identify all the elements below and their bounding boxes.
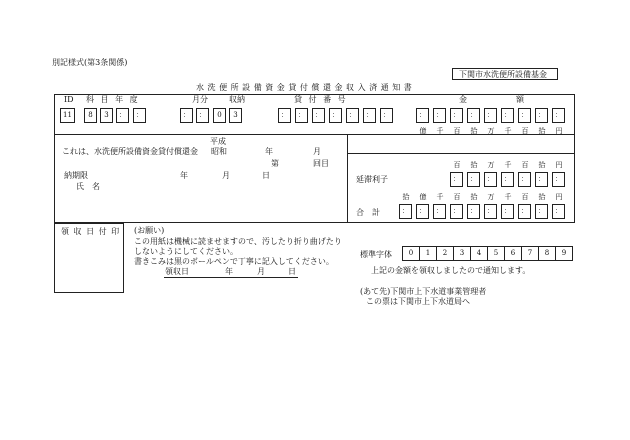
amount-label-gaku: 額: [516, 95, 524, 104]
receipt-date-underline: [164, 277, 298, 278]
notes-heading: (お願い): [134, 226, 165, 235]
receipt-stamp-box: [54, 223, 124, 293]
total-unit: 拾: [470, 193, 478, 201]
form-title: 水 洗 便 所 設 備 資 金 貸 付 償 還 金 収 入 済 通 知 書: [196, 83, 413, 92]
receipt-date-label: 領収日: [165, 267, 189, 276]
total-cell[interactable]: ：: [501, 204, 514, 219]
loan-number-cell[interactable]: ：: [329, 108, 342, 123]
amount-cell[interactable]: ：: [450, 108, 463, 123]
receipt-year: 年: [225, 267, 233, 276]
amount-cell[interactable]: ：: [484, 108, 497, 123]
amount-cell[interactable]: ：: [433, 108, 446, 123]
penalty-unit: 拾: [538, 161, 546, 169]
amount-cell[interactable]: ：: [501, 108, 514, 123]
year-unit: 年: [265, 147, 273, 156]
total-unit: 千: [436, 193, 444, 201]
due-date-label: 納期限: [64, 171, 88, 180]
month-unit: 月: [313, 147, 321, 156]
amount-units-divider: [347, 153, 575, 154]
standard-chars-label: 標準字体: [360, 250, 392, 259]
penalty-unit: 百: [453, 161, 461, 169]
amount-unit: 円: [555, 127, 563, 135]
issuer-box: [452, 68, 558, 80]
loan-number-cell[interactable]: ：: [312, 108, 325, 123]
loan-number-cell[interactable]: ：: [380, 108, 393, 123]
amount-cell[interactable]: ：: [467, 108, 480, 123]
notes-line1: この用紙は機械に読ませますので、汚したり折り曲げたり: [134, 237, 342, 246]
due-year: 年: [180, 171, 188, 180]
month-cell[interactable]: ：: [196, 108, 209, 123]
amount-unit: 万: [487, 127, 495, 135]
month-cell[interactable]: ：: [180, 108, 193, 123]
total-label: 合 計: [356, 208, 380, 217]
total-unit: 拾: [402, 193, 410, 201]
loan-number-cell[interactable]: ：: [295, 108, 308, 123]
total-cell[interactable]: ：: [552, 204, 565, 219]
penalty-unit: 円: [555, 161, 563, 169]
total-cell[interactable]: ：: [399, 204, 412, 219]
amount-unit: 拾: [470, 127, 478, 135]
penalty-cell[interactable]: ：: [535, 172, 548, 187]
total-cell[interactable]: ：: [467, 204, 480, 219]
total-cell[interactable]: ：: [433, 204, 446, 219]
total-cell[interactable]: ：: [518, 204, 531, 219]
total-unit: 百: [521, 193, 529, 201]
penalty-cell[interactable]: ：: [501, 172, 514, 187]
penalty-unit: 千: [504, 161, 512, 169]
month-cell[interactable]: 0: [213, 108, 226, 123]
installment-prefix: 第: [271, 159, 279, 168]
standard-digit: 4: [470, 246, 488, 261]
amount-cell[interactable]: ：: [535, 108, 548, 123]
receipt-month: 月: [257, 267, 265, 276]
amount-unit: 億: [419, 127, 427, 135]
notes-line3: 書きこみは黒のボールペンで丁寧に記入してください。: [134, 257, 334, 266]
form-number: 別記様式(第3条関係): [52, 58, 128, 67]
subject-year-label: 科 目 年 度: [86, 95, 140, 104]
name-label: 氏 名: [76, 182, 100, 191]
standard-digit: 8: [538, 246, 556, 261]
amount-unit: 百: [453, 127, 461, 135]
total-unit: 拾: [538, 193, 546, 201]
total-cell[interactable]: ：: [484, 204, 497, 219]
total-unit: 万: [487, 193, 495, 201]
subject-cell[interactable]: 8: [84, 108, 97, 123]
subject-cell[interactable]: 3: [100, 108, 113, 123]
amount-unit: 千: [436, 127, 444, 135]
loan-number-cell[interactable]: ：: [346, 108, 359, 123]
penalty-unit: 百: [521, 161, 529, 169]
total-unit: 億: [419, 193, 427, 201]
addressee-line2: この票は下関市上下水道局へ: [366, 297, 470, 306]
standard-digit: 0: [402, 246, 420, 261]
standard-digit: 1: [419, 246, 437, 261]
month-cell[interactable]: 3: [229, 108, 242, 123]
loan-number-cell[interactable]: ：: [363, 108, 376, 123]
penalty-cell[interactable]: ：: [518, 172, 531, 187]
addressee-line1: (あて先)下関市上下水道事業管理者: [360, 287, 487, 296]
amount-unit: 千: [504, 127, 512, 135]
amount-unit: 百: [521, 127, 529, 135]
loan-number-label: 貸 付 番 号: [294, 95, 348, 104]
receipt-stamp-label: 領 収 日 付 印: [61, 227, 121, 236]
intro-text: これは、水洗便所設備資金貸付償還金: [62, 147, 198, 156]
total-unit: 百: [453, 193, 461, 201]
standard-digit: 2: [436, 246, 454, 261]
id-label: ID: [64, 95, 74, 104]
issuer-name: 下関市水洗便所設備基金: [459, 70, 547, 79]
installment-suffix: 回目: [313, 159, 329, 168]
amount-cell[interactable]: ：: [416, 108, 429, 123]
penalty-unit: 万: [487, 161, 495, 169]
month-label: 月分: [192, 95, 208, 104]
standard-digit: 6: [504, 246, 522, 261]
amount-label-kin: 金: [459, 95, 467, 104]
penalty-cell[interactable]: ：: [552, 172, 565, 187]
amount-cell[interactable]: ：: [518, 108, 531, 123]
total-cell[interactable]: ：: [535, 204, 548, 219]
total-cell[interactable]: ：: [416, 204, 429, 219]
notes-line2: しないようにしてください。: [134, 247, 238, 256]
amount-cell[interactable]: ：: [552, 108, 565, 123]
due-month: 月: [222, 171, 230, 180]
due-day: 日: [262, 171, 270, 180]
total-unit: 円: [555, 193, 563, 201]
loan-number-cell[interactable]: ：: [278, 108, 291, 123]
penalty-unit: 拾: [470, 161, 478, 169]
standard-digit: 3: [453, 246, 471, 261]
subject-cell[interactable]: ：: [133, 108, 146, 123]
receipt-label: 収納: [229, 95, 245, 104]
total-cell[interactable]: ：: [450, 204, 463, 219]
amount-unit: 拾: [538, 127, 546, 135]
receipt-day: 日: [288, 267, 296, 276]
era-heisei: 平成: [210, 137, 226, 146]
penalty-cell[interactable]: ：: [467, 172, 480, 187]
penalty-cell[interactable]: ：: [450, 172, 463, 187]
standard-digit: 9: [555, 246, 573, 261]
received-notice: 上記の金額を領収しましたので通知します。: [371, 266, 531, 275]
standard-digit: 7: [521, 246, 539, 261]
penalty-label: 延滞利子: [356, 175, 388, 184]
subject-cell[interactable]: ：: [116, 108, 129, 123]
body-column-divider: [347, 134, 348, 223]
era-showa: 昭和: [211, 147, 227, 156]
penalty-cell[interactable]: ：: [484, 172, 497, 187]
standard-digit: 5: [487, 246, 505, 261]
id-cell[interactable]: 11: [60, 108, 75, 123]
total-unit: 千: [504, 193, 512, 201]
